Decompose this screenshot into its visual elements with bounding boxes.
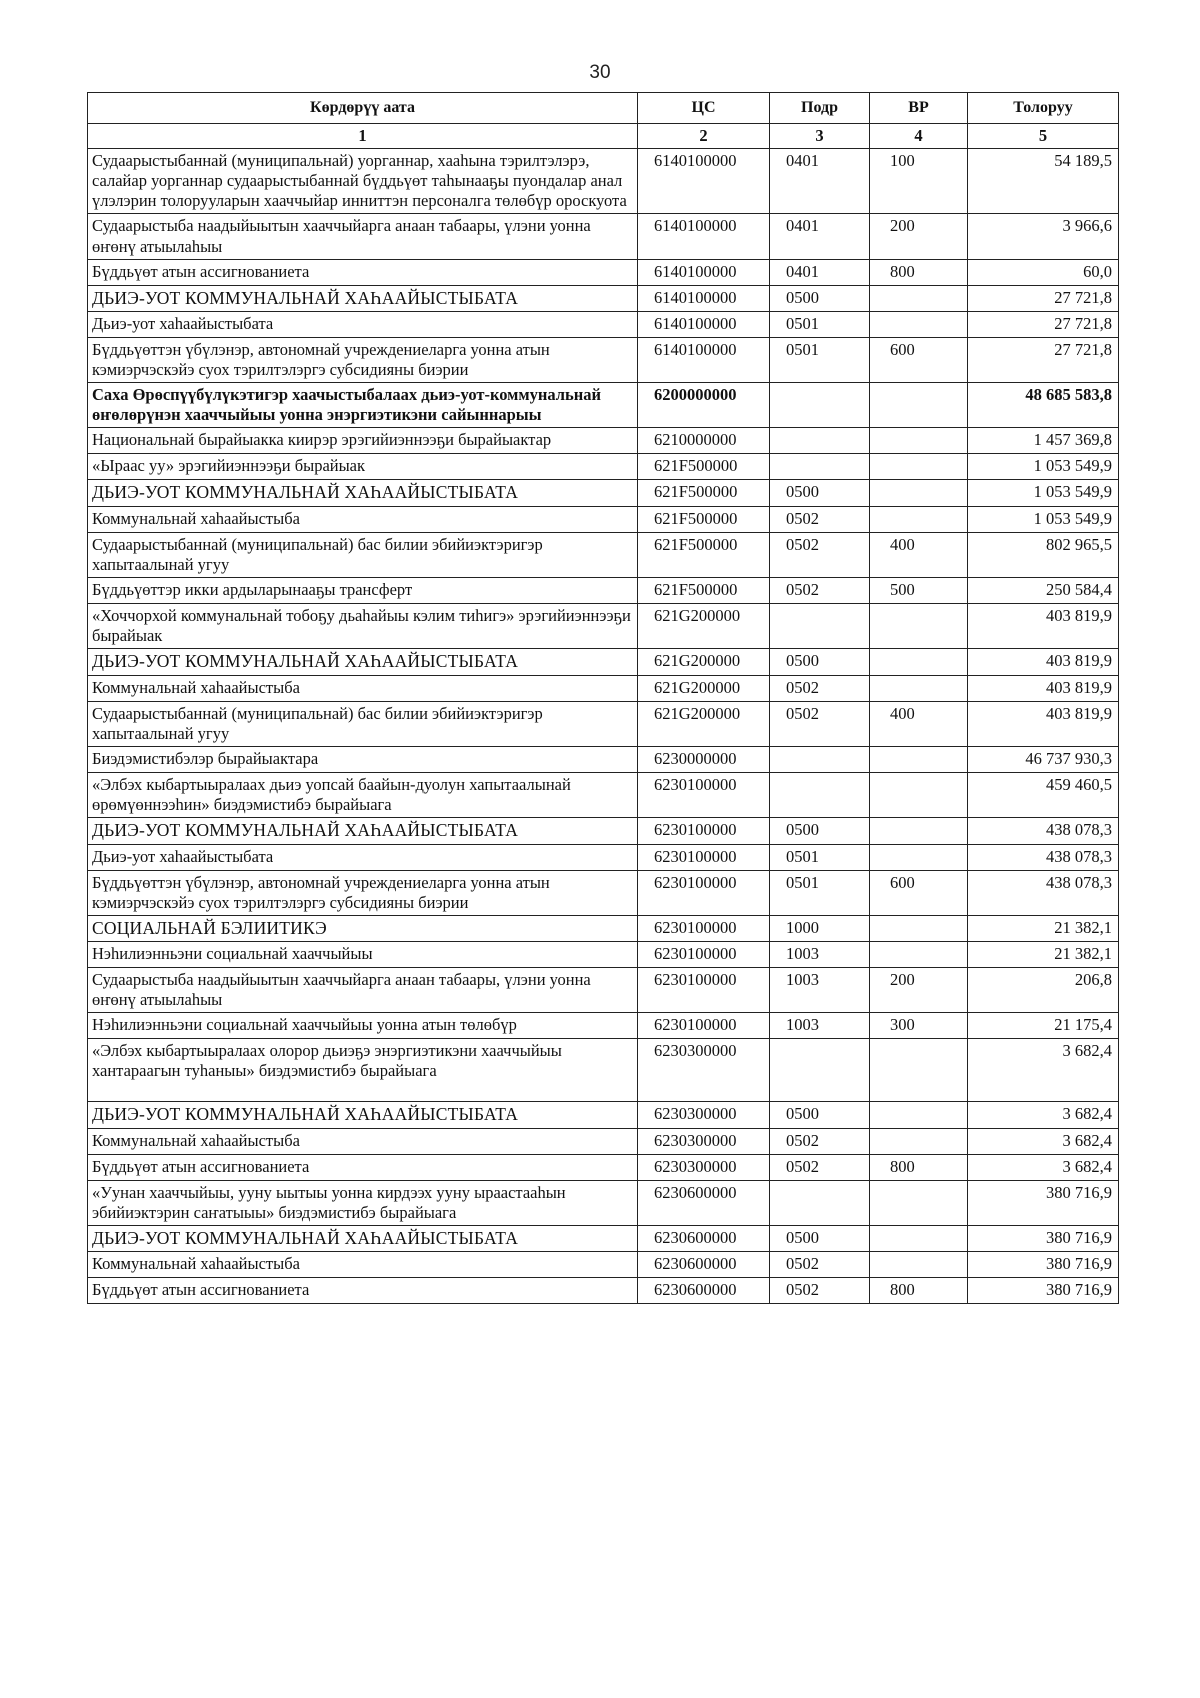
header-amount: Толоруу: [968, 93, 1119, 124]
header-vr: ВР: [870, 93, 968, 124]
row-vr-code: 200: [870, 214, 968, 259]
row-podr-code: 0502: [770, 1154, 870, 1180]
table-row: [88, 337, 1119, 382]
table-row: [88, 214, 1119, 259]
row-vr-code: [870, 649, 968, 675]
row-name: «Элбэх кыбартыыралаах дьиэ уопсай баайын-дуолун хапытаалынай өрөмүөннээһин» биэдэмистибэ бырайыага: [88, 772, 638, 817]
row-name: Коммунальнай хаһаайыстыба: [88, 1252, 638, 1278]
table-row: [88, 578, 1119, 604]
row-amount: 27 721,8: [968, 337, 1119, 382]
row-vr-code: [870, 311, 968, 337]
row-name: «Хоччорхой коммунальнай тобоҕу дьаһайыы кэлим тиһигэ» эрэгийиэннээҕи бырайыак: [88, 604, 638, 649]
row-amount: 403 819,9: [968, 649, 1119, 675]
row-vr-code: [870, 1252, 968, 1278]
row-amount: 1 053 549,9: [968, 506, 1119, 532]
row-amount: 403 819,9: [968, 604, 1119, 649]
row-name: Судаарыстыба наадыйыытын хааччыйарга анаан табаары, үлэни уонна өҥөнү атыылаһыы: [88, 214, 638, 259]
row-cs-code: 6210000000: [638, 428, 770, 454]
row-vr-code: 600: [870, 337, 968, 382]
table-row: [88, 428, 1119, 454]
row-name: ДЬИЭ-УОТ КОММУНАЛЬНАЙ ХАҺААЙЫСТЫБАТА: [88, 480, 638, 506]
header-podr: Подр: [770, 93, 870, 124]
row-podr-code: [770, 604, 870, 649]
row-podr-code: 0500: [770, 1225, 870, 1251]
row-podr-code: 0501: [770, 311, 870, 337]
row-amount: 380 716,9: [968, 1278, 1119, 1304]
row-cs-code: 6230000000: [638, 746, 770, 772]
header-name: Көрдөрүү аата: [88, 93, 638, 124]
row-amount: 3 682,4: [968, 1128, 1119, 1154]
row-cs-code: 621F500000: [638, 506, 770, 532]
row-name: Дьиэ-уот хаһаайыстыбата: [88, 844, 638, 870]
row-name: Судаарыстыбаннай (муниципальнай) бас билии эбийиэктэригэр хапытаалынай угуу: [88, 701, 638, 746]
row-vr-code: 200: [870, 968, 968, 1013]
row-podr-code: [770, 383, 870, 428]
row-amount: 21 382,1: [968, 915, 1119, 941]
row-cs-code: 6230600000: [638, 1225, 770, 1251]
row-name: «Элбэх кыбартыыралаах олорор дьиэҕэ энэргиэтикэни хааччыйыы хантараагын туһаныы» биэдэмистибэ бырайыага: [88, 1039, 638, 1102]
row-amount: 3 682,4: [968, 1154, 1119, 1180]
row-amount: 48 685 583,8: [968, 383, 1119, 428]
row-name: Национальнай бырайыакка киирэр эрэгийиэннээҕи бырайыактар: [88, 428, 638, 454]
row-vr-code: [870, 915, 968, 941]
row-cs-code: 6140100000: [638, 311, 770, 337]
row-vr-code: [870, 1225, 968, 1251]
column-number: 2: [638, 124, 770, 149]
row-amount: 380 716,9: [968, 1225, 1119, 1251]
row-amount: 438 078,3: [968, 870, 1119, 915]
row-cs-code: 621G200000: [638, 604, 770, 649]
row-podr-code: 0501: [770, 870, 870, 915]
table-row: [88, 649, 1119, 675]
row-vr-code: 600: [870, 870, 968, 915]
row-name: Судаарыстыба наадыйыытын хааччыйарга анаан табаары, үлэни уонна өҥөнү атыылаһыы: [88, 968, 638, 1013]
row-podr-code: 0500: [770, 1102, 870, 1128]
row-cs-code: 6230600000: [638, 1252, 770, 1278]
row-podr-code: 1003: [770, 968, 870, 1013]
row-podr-code: 0502: [770, 532, 870, 577]
row-amount: 459 460,5: [968, 772, 1119, 817]
row-name: Биэдэмистибэлэр бырайыактара: [88, 746, 638, 772]
row-vr-code: [870, 428, 968, 454]
column-number: 4: [870, 124, 968, 149]
table-row: [88, 915, 1119, 941]
column-number: 1: [88, 124, 638, 149]
row-name: Коммунальнай хаһаайыстыба: [88, 675, 638, 701]
row-cs-code: 6230100000: [638, 968, 770, 1013]
row-podr-code: 0502: [770, 1252, 870, 1278]
row-amount: 46 737 930,3: [968, 746, 1119, 772]
row-name: Нэһилиэнньэни социальнай хааччыйыы уонна атын төлөбүр: [88, 1013, 638, 1039]
table-row: [88, 675, 1119, 701]
row-name: Бүддьүөттэр икки ардыларынааҕы трансферт: [88, 578, 638, 604]
column-number: 3: [770, 124, 870, 149]
row-amount: 403 819,9: [968, 701, 1119, 746]
row-podr-code: 0502: [770, 1128, 870, 1154]
table-body: [88, 149, 1119, 1304]
row-name: Бүддьүөт атын ассигнованиета: [88, 1154, 638, 1180]
row-podr-code: [770, 428, 870, 454]
row-vr-code: [870, 1180, 968, 1225]
row-amount: 27 721,8: [968, 311, 1119, 337]
row-podr-code: 1003: [770, 1013, 870, 1039]
table-row: [88, 1154, 1119, 1180]
table-row: [88, 870, 1119, 915]
row-podr-code: 0500: [770, 480, 870, 506]
row-podr-code: 0500: [770, 818, 870, 844]
row-cs-code: 6230100000: [638, 818, 770, 844]
page-number: 30: [589, 62, 611, 83]
table-row: [88, 844, 1119, 870]
row-name: «Уунан хааччыйыы, ууну ыытыы уонна кирдээх ууну ыраастааһын эбийиэктэрин саҥатыыы» биэдэмистибэ бырайыага: [88, 1180, 638, 1225]
row-cs-code: 6230300000: [638, 1039, 770, 1102]
row-cs-code: 6140100000: [638, 259, 770, 285]
row-cs-code: 6230300000: [638, 1102, 770, 1128]
table-row: [88, 506, 1119, 532]
table-row: [88, 311, 1119, 337]
row-podr-code: 1000: [770, 915, 870, 941]
table-row: [88, 532, 1119, 577]
row-cs-code: 6230100000: [638, 844, 770, 870]
row-vr-code: [870, 506, 968, 532]
row-amount: 21 382,1: [968, 942, 1119, 968]
row-vr-code: 400: [870, 532, 968, 577]
row-name: Нэһилиэнньэни социальнай хааччыйыы: [88, 942, 638, 968]
row-podr-code: 0401: [770, 149, 870, 214]
row-cs-code: 6140100000: [638, 337, 770, 382]
row-vr-code: [870, 604, 968, 649]
table-row: [88, 968, 1119, 1013]
row-podr-code: 0502: [770, 1278, 870, 1304]
row-podr-code: 0500: [770, 649, 870, 675]
row-cs-code: 6230100000: [638, 772, 770, 817]
header-cs: ЦС: [638, 93, 770, 124]
row-vr-code: [870, 746, 968, 772]
row-podr-code: 0502: [770, 701, 870, 746]
row-amount: 54 189,5: [968, 149, 1119, 214]
table-row: [88, 818, 1119, 844]
row-amount: 802 965,5: [968, 532, 1119, 577]
row-podr-code: [770, 1039, 870, 1102]
row-name: ДЬИЭ-УОТ КОММУНАЛЬНАЙ ХАҺААЙЫСТЫБАТА: [88, 818, 638, 844]
row-amount: 1 053 549,9: [968, 454, 1119, 480]
header-row: [88, 93, 1119, 124]
row-vr-code: [870, 675, 968, 701]
row-cs-code: 621F500000: [638, 578, 770, 604]
table-row: [88, 1102, 1119, 1128]
row-cs-code: 621G200000: [638, 701, 770, 746]
table-row: [88, 454, 1119, 480]
row-cs-code: 6200000000: [638, 383, 770, 428]
row-amount: 403 819,9: [968, 675, 1119, 701]
row-name: ДЬИЭ-УОТ КОММУНАЛЬНАЙ ХАҺААЙЫСТЫБАТА: [88, 1225, 638, 1251]
row-podr-code: 0501: [770, 844, 870, 870]
row-podr-code: [770, 454, 870, 480]
budget-table: [87, 92, 1119, 1304]
row-podr-code: 0502: [770, 675, 870, 701]
row-podr-code: [770, 746, 870, 772]
row-cs-code: 6230100000: [638, 870, 770, 915]
row-vr-code: [870, 844, 968, 870]
row-podr-code: [770, 772, 870, 817]
row-cs-code: 6140100000: [638, 149, 770, 214]
row-name: Коммунальнай хаһаайыстыба: [88, 1128, 638, 1154]
row-amount: 27 721,8: [968, 285, 1119, 311]
table-row: [88, 1252, 1119, 1278]
row-name: Коммунальнай хаһаайыстыба: [88, 506, 638, 532]
row-cs-code: 6230300000: [638, 1128, 770, 1154]
row-vr-code: [870, 454, 968, 480]
row-podr-code: [770, 1180, 870, 1225]
row-amount: 380 716,9: [968, 1252, 1119, 1278]
row-amount: 1 457 369,8: [968, 428, 1119, 454]
table-row: [88, 1180, 1119, 1225]
row-name: «Ыраас уу» эрэгийиэннээҕи бырайыак: [88, 454, 638, 480]
row-name: СОЦИАЛЬНАЙ БЭЛИИТИКЭ: [88, 915, 638, 941]
table-row: [88, 772, 1119, 817]
row-podr-code: 0500: [770, 285, 870, 311]
row-cs-code: 621F500000: [638, 454, 770, 480]
table-row: [88, 1128, 1119, 1154]
table-row: [88, 1013, 1119, 1039]
row-name: Дьиэ-уот хаһаайыстыбата: [88, 311, 638, 337]
row-amount: 380 716,9: [968, 1180, 1119, 1225]
row-cs-code: 6230600000: [638, 1278, 770, 1304]
row-vr-code: [870, 1102, 968, 1128]
row-podr-code: 0502: [770, 578, 870, 604]
row-vr-code: [870, 772, 968, 817]
table-row: [88, 701, 1119, 746]
row-amount: 206,8: [968, 968, 1119, 1013]
row-name: Бүддьүөт атын ассигнованиета: [88, 1278, 638, 1304]
row-cs-code: 6230300000: [638, 1154, 770, 1180]
table-row: [88, 604, 1119, 649]
table-row: [88, 1278, 1119, 1304]
row-cs-code: 6140100000: [638, 285, 770, 311]
row-vr-code: [870, 285, 968, 311]
row-vr-code: 500: [870, 578, 968, 604]
column-number-row: [88, 124, 1119, 149]
row-amount: 3 682,4: [968, 1039, 1119, 1102]
row-amount: 3 682,4: [968, 1102, 1119, 1128]
row-podr-code: 0401: [770, 214, 870, 259]
row-podr-code: 1003: [770, 942, 870, 968]
row-name: ДЬИЭ-УОТ КОММУНАЛЬНАЙ ХАҺААЙЫСТЫБАТА: [88, 1102, 638, 1128]
table-row: [88, 942, 1119, 968]
row-name: Судаарыстыбаннай (муниципальнай) бас билии эбийиэктэригэр хапытаалынай угуу: [88, 532, 638, 577]
row-cs-code: 621G200000: [638, 675, 770, 701]
row-cs-code: 6230100000: [638, 915, 770, 941]
row-amount: 438 078,3: [968, 844, 1119, 870]
row-amount: 1 053 549,9: [968, 480, 1119, 506]
table-row: [88, 746, 1119, 772]
row-amount: 438 078,3: [968, 818, 1119, 844]
row-vr-code: 400: [870, 701, 968, 746]
row-vr-code: [870, 1128, 968, 1154]
table-row: [88, 1225, 1119, 1251]
row-name: Бүддьүөттэн үбүлэнэр, автономнай учреждениеларга уонна атын кэмиэрчэскэйэ суох тэрилтэлэргэ субсидияны биэрии: [88, 337, 638, 382]
table-row: [88, 1039, 1119, 1102]
row-name: Бүддьүөт атын ассигнованиета: [88, 259, 638, 285]
row-cs-code: 621G200000: [638, 649, 770, 675]
row-vr-code: [870, 480, 968, 506]
table-row: [88, 259, 1119, 285]
row-podr-code: 0501: [770, 337, 870, 382]
row-cs-code: 6140100000: [638, 214, 770, 259]
table-row: [88, 383, 1119, 428]
table-row: [88, 285, 1119, 311]
row-amount: 21 175,4: [968, 1013, 1119, 1039]
row-name: ДЬИЭ-УОТ КОММУНАЛЬНАЙ ХАҺААЙЫСТЫБАТА: [88, 285, 638, 311]
row-amount: 250 584,4: [968, 578, 1119, 604]
row-podr-code: 0401: [770, 259, 870, 285]
row-cs-code: 6230100000: [638, 942, 770, 968]
row-cs-code: 621F500000: [638, 532, 770, 577]
row-name: Судаарыстыбаннай (муниципальнай) уорганнар, хааһына тэрилтэлэрэ, салайар уорганнар судаарыстыбаннай бүддьүөт таһынааҕы пуондалар анал үлэлэрин толорууларын хааччыйар инниттэн персоналга төлөбүр ороскуота: [88, 149, 638, 214]
row-vr-code: [870, 818, 968, 844]
row-amount: 60,0: [968, 259, 1119, 285]
row-vr-code: [870, 942, 968, 968]
row-name: Саха Өрөспүүбүлүкэтигэр хаачыстыбалаах дьиэ-уот-коммунальнай өҥөлөрүнэн хааччыйыы уонна энэргиэтикэни сайыннарыы: [88, 383, 638, 428]
table-row: [88, 149, 1119, 214]
row-name: Бүддьүөттэн үбүлэнэр, автономнай учреждениеларга уонна атын кэмиэрчэскэйэ суох тэрилтэлэргэ субсидияны биэрии: [88, 870, 638, 915]
row-cs-code: 6230100000: [638, 1013, 770, 1039]
row-podr-code: 0502: [770, 506, 870, 532]
row-name: ДЬИЭ-УОТ КОММУНАЛЬНАЙ ХАҺААЙЫСТЫБАТА: [88, 649, 638, 675]
row-vr-code: [870, 383, 968, 428]
row-vr-code: [870, 1039, 968, 1102]
row-cs-code: 6230600000: [638, 1180, 770, 1225]
row-amount: 3 966,6: [968, 214, 1119, 259]
table-row: [88, 480, 1119, 506]
row-vr-code: 300: [870, 1013, 968, 1039]
row-vr-code: 800: [870, 259, 968, 285]
row-vr-code: 100: [870, 149, 968, 214]
row-vr-code: 800: [870, 1154, 968, 1180]
row-cs-code: 621F500000: [638, 480, 770, 506]
column-number: 5: [968, 124, 1119, 149]
row-vr-code: 800: [870, 1278, 968, 1304]
